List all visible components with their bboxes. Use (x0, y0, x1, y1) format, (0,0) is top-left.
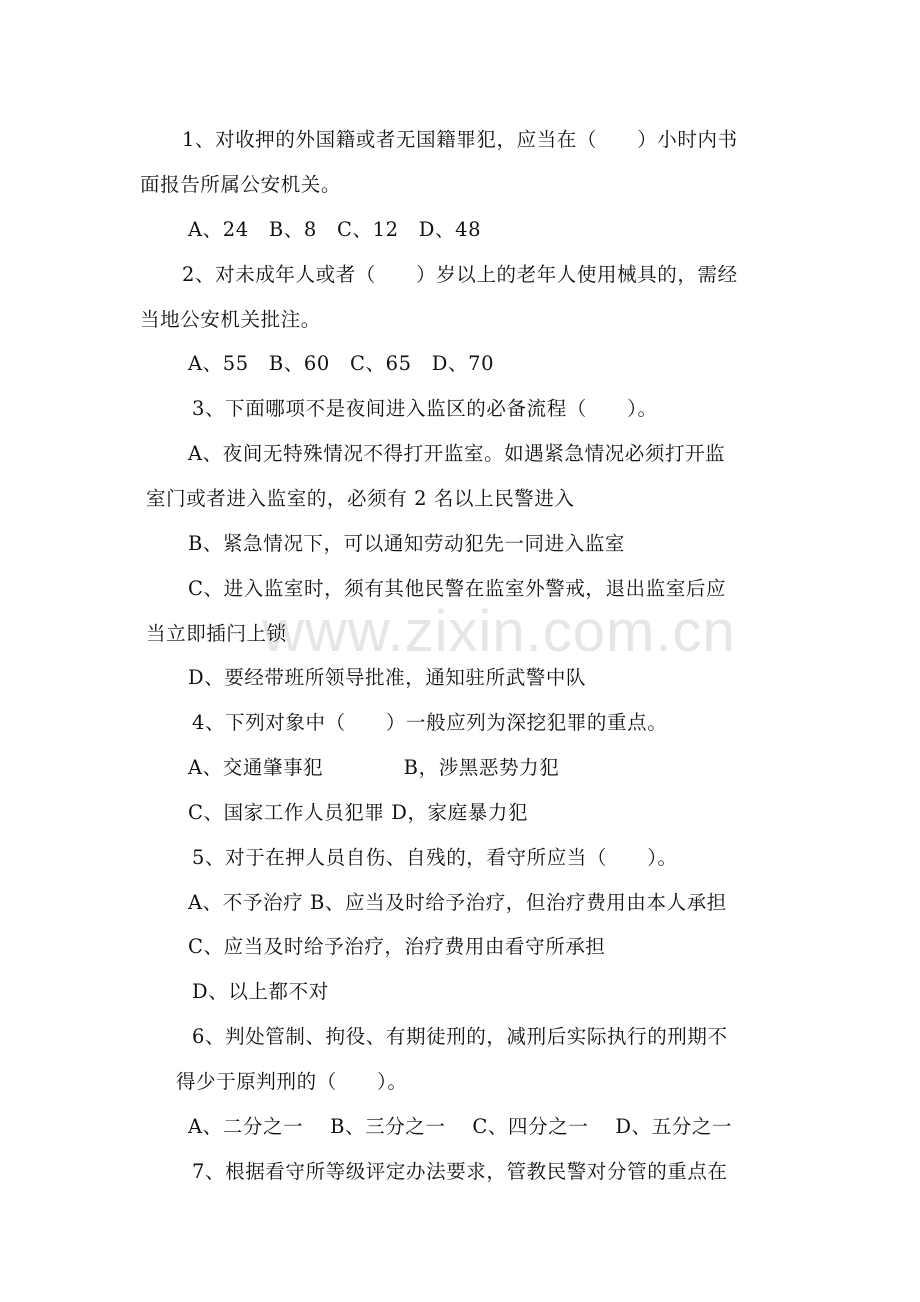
question-2-stem-line-2: 当地公安机关批注。 (140, 308, 321, 331)
question-3-option-a-line-1: A、夜间无特殊情况不得打开监室。如遇紧急情况必须打开监 (188, 442, 726, 465)
question-3-option-a-line-2: 室门或者进入监室的，必须有 2 名以上民警进入 (146, 487, 575, 510)
question-3-option-b: B、紧急情况下，可以通知劳动犯先一同进入监室 (188, 532, 626, 555)
watermark-text: www.zixin.com.cn (262, 599, 736, 664)
question-3-option-d: D、要经带班所领导批准，通知驻所武警中队 (188, 666, 587, 689)
question-3-option-c-line-2: 当立即插闩上锁 (146, 622, 287, 645)
question-5-option-c: C、应当及时给予治疗，治疗费用由看守所承担 (188, 935, 606, 958)
question-5-options-ab: A、不予治疗 B、应当及时给予治疗，但治疗费用由本人承担 (188, 891, 727, 914)
question-7-stem: 7、根据看守所等级评定办法要求，管教民警对分管的重点在 (192, 1160, 728, 1183)
question-1-options: A、24 B、8 C、12 D、48 (188, 218, 482, 241)
question-4-stem: 4、下列对象中（ ）一般应列为深挖犯罪的重点。 (192, 711, 668, 734)
question-1-stem-line-1: 1、对收押的外国籍或者无国籍罪犯，应当在（ ）小时内书 (182, 128, 738, 151)
question-3-option-c-line-1: C、进入监室时，须有其他民警在监室外警戒，退出监室后应 (188, 577, 727, 600)
question-6-stem-line-2: 得少于原判刑的（ ）。 (176, 1070, 408, 1093)
question-2-options: A、55 B、60 C、65 D、70 (188, 352, 495, 375)
question-4-options-cd: C、国家工作人员犯罪 D，家庭暴力犯 (188, 801, 529, 824)
question-3-stem: 3、下面哪项不是夜间进入监区的必备流程（ ）。 (192, 397, 658, 420)
question-6-options: A、二分之一 B、三分之一 C、四分之一 D、五分之一 (188, 1115, 733, 1138)
question-2-stem-line-1: 2、对未成年人或者（ ）岁以上的老年人使用械具的，需经 (182, 263, 738, 286)
question-4-options-ab: A、交通肇事犯 B，涉黑恶势力犯 (188, 756, 560, 779)
question-5-option-d: D、以上都不对 (192, 980, 329, 1003)
question-5-stem: 5、对于在押人员自伤、自残的，看守所应当（ ）。 (192, 846, 678, 869)
question-6-stem-line-1: 6、判处管制、拘役、有期徒刑的，减刑后实际执行的刑期不 (192, 1025, 728, 1048)
question-1-stem-line-2: 面报告所属公安机关。 (140, 173, 342, 196)
